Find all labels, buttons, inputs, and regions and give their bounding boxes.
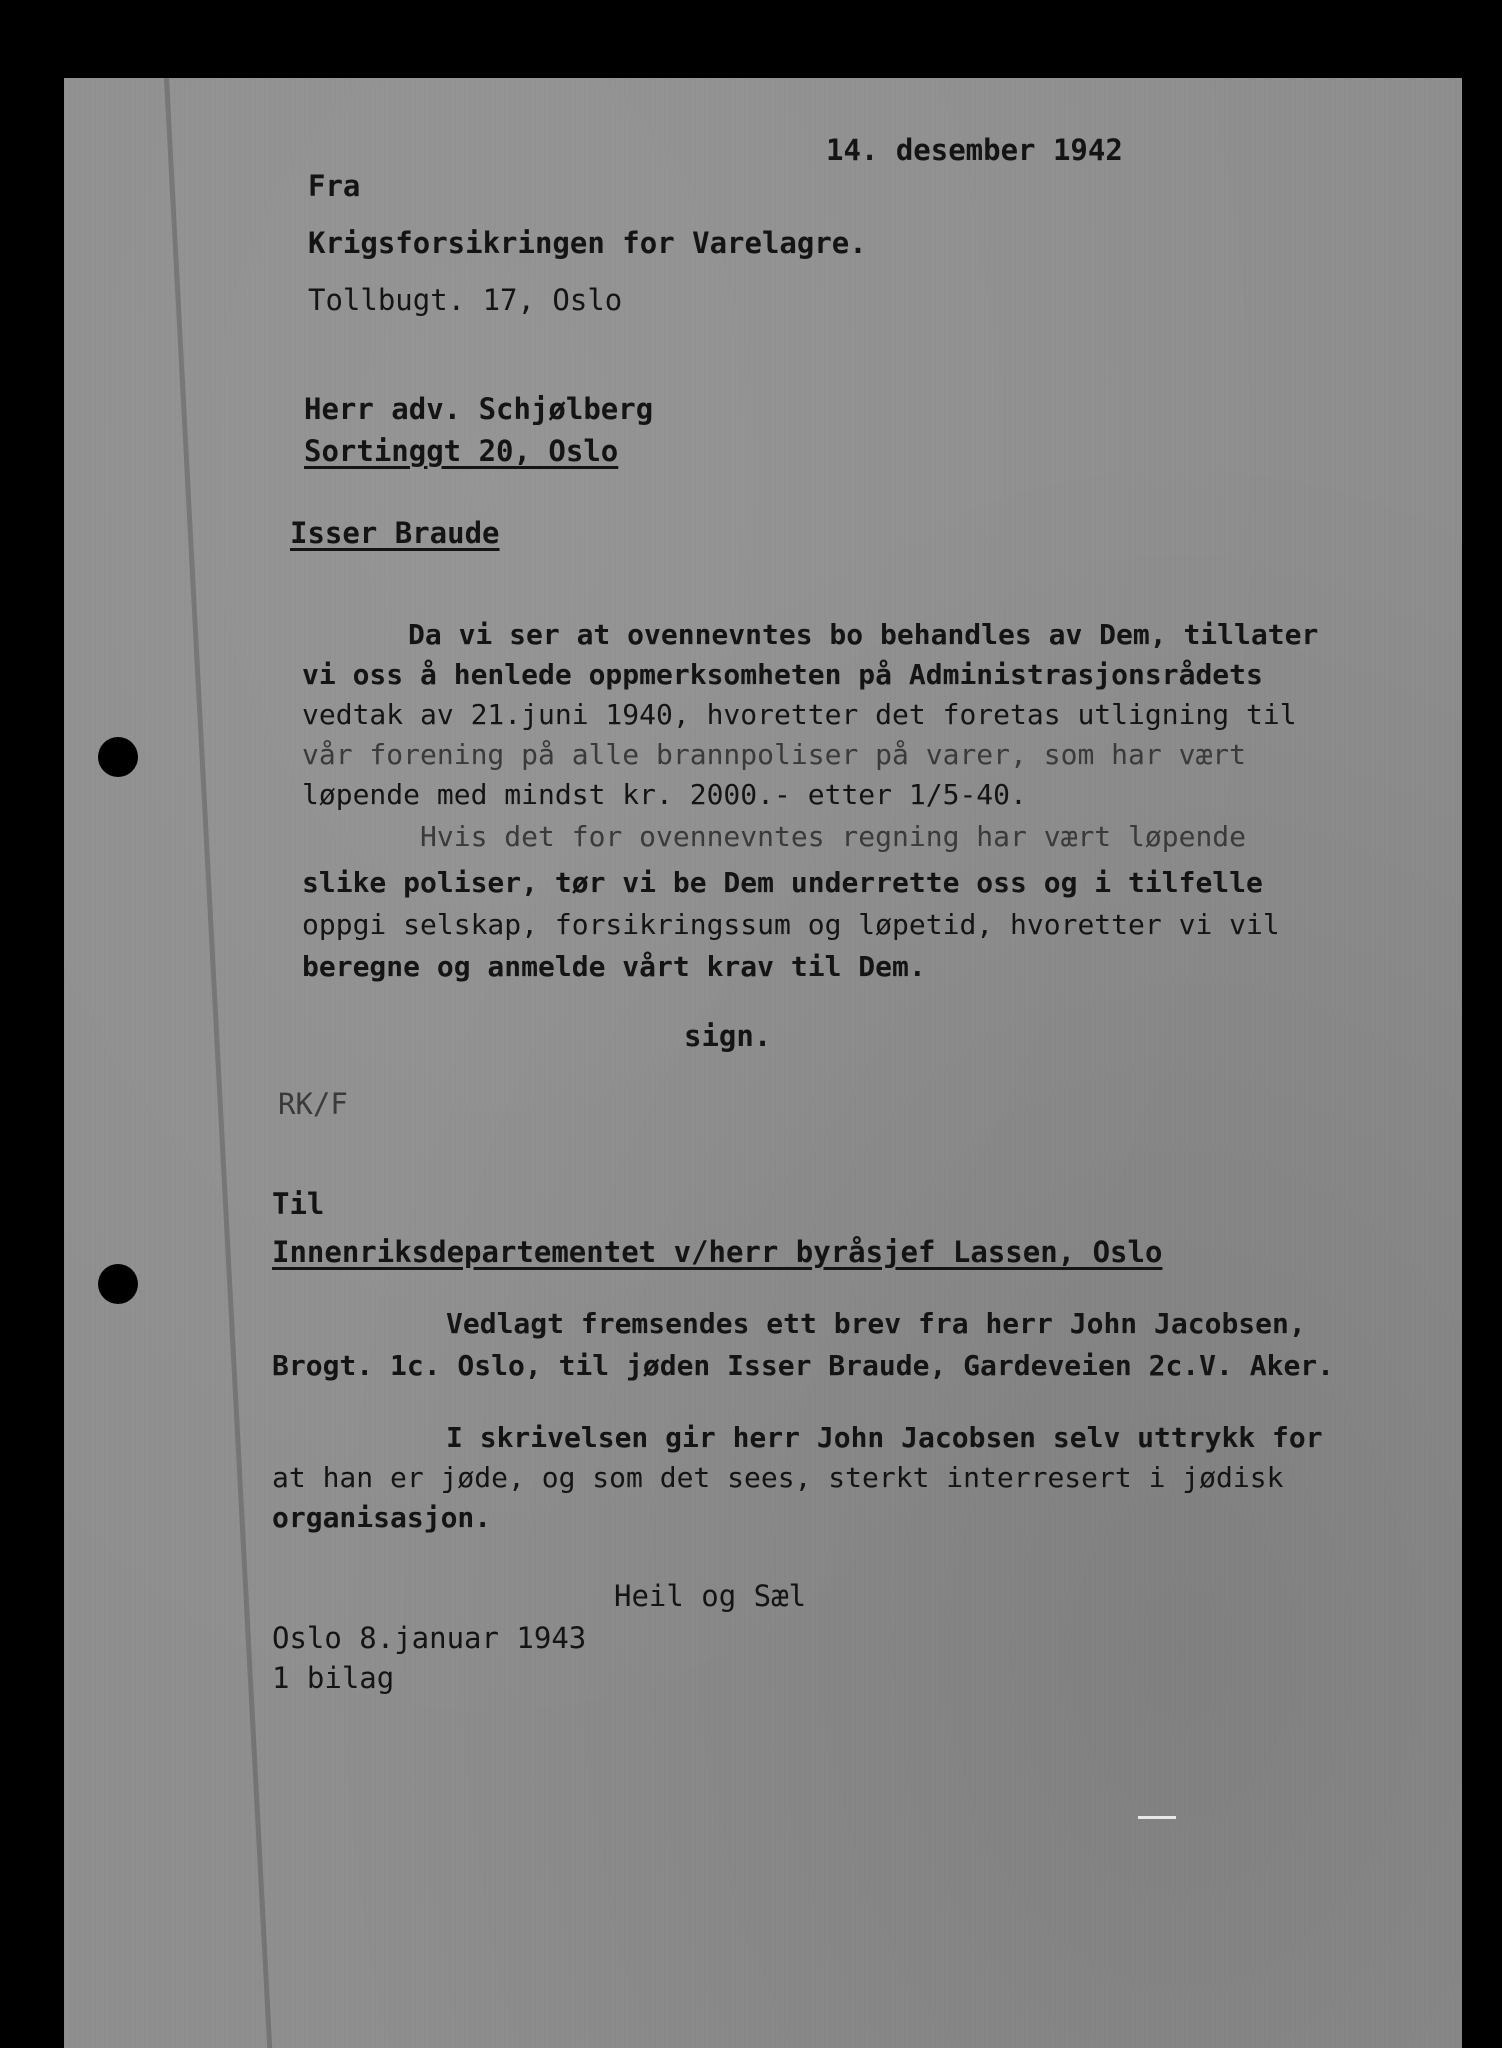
recipient-address: Sortinggt 20, Oslo [304, 434, 619, 468]
sender-name: Krigsforsikringen for Varelagre. [308, 226, 867, 260]
pencil-mark [1138, 1816, 1176, 1819]
letter2-body-line: Vedlagt fremsendes ett brev fra herr John Jacobsen, [446, 1307, 1306, 1340]
punch-hole [98, 737, 138, 777]
letter2-body-line: organisasjon. [272, 1501, 492, 1534]
attachments: 1 bilag [272, 1661, 395, 1695]
letter1-body-line: slike poliser, tør vi be Dem underrette oss og i tilfelle [302, 866, 1263, 899]
letter1-body-line: oppgi selskap, forsikringssum og løpetid, hvoretter vi vil [302, 908, 1280, 941]
letter1-body-line: beregne og anmelde vårt krav til Dem. [302, 950, 926, 983]
punch-hole [98, 1264, 138, 1304]
letter2-body-line: at han er jøde, og som det sees, sterkt interresert i jødisk [272, 1461, 1284, 1494]
closing: Heil og Sæl [614, 1579, 807, 1613]
letter1-body-line: Da vi ser at ovennevntes bo behandles av Dem, tillater [408, 618, 1319, 651]
sender-address: Tollbugt. 17, Oslo [308, 283, 623, 317]
from-label: Fra [308, 169, 361, 203]
place-date: Oslo 8.januar 1943 [272, 1621, 587, 1655]
recipient-name: Herr adv. Schjølberg [304, 392, 654, 426]
document-page [64, 78, 1462, 2048]
letter2-body-line: Brogt. 1c. Oslo, til jøden Isser Braude, Gardeveien 2c.V. Aker. [272, 1349, 1335, 1382]
letter1-body-line: vedtak av 21.juni 1940, hvoretter det foretas utligning til [302, 698, 1297, 731]
page-fold [164, 78, 272, 2048]
letter-subject: Isser Braude [290, 516, 500, 550]
initials: RK/F [278, 1087, 348, 1121]
letter1-body-line: vi oss å henlede oppmerksomheten på Administrasjonsrådets [302, 658, 1263, 691]
to-label: Til [272, 1187, 325, 1221]
letter2-body-line: I skrivelsen gir herr John Jacobsen selv uttrykk for [446, 1421, 1323, 1454]
letter1-body-line: Hvis det for ovennevntes regning har vært løpende [420, 820, 1247, 853]
recipient-department: Innenriksdepartementet v/herr byråsjef Lassen, Oslo [272, 1235, 1163, 1269]
letter1-body-line: vår forening på alle brannpoliser på varer, som har vært [302, 738, 1247, 771]
signature: sign. [684, 1019, 772, 1053]
letter1-body-line: løpende med mindst kr. 2000.- etter 1/5-40. [302, 778, 1027, 811]
letter-date: 14. desember 1942 [826, 133, 1123, 167]
